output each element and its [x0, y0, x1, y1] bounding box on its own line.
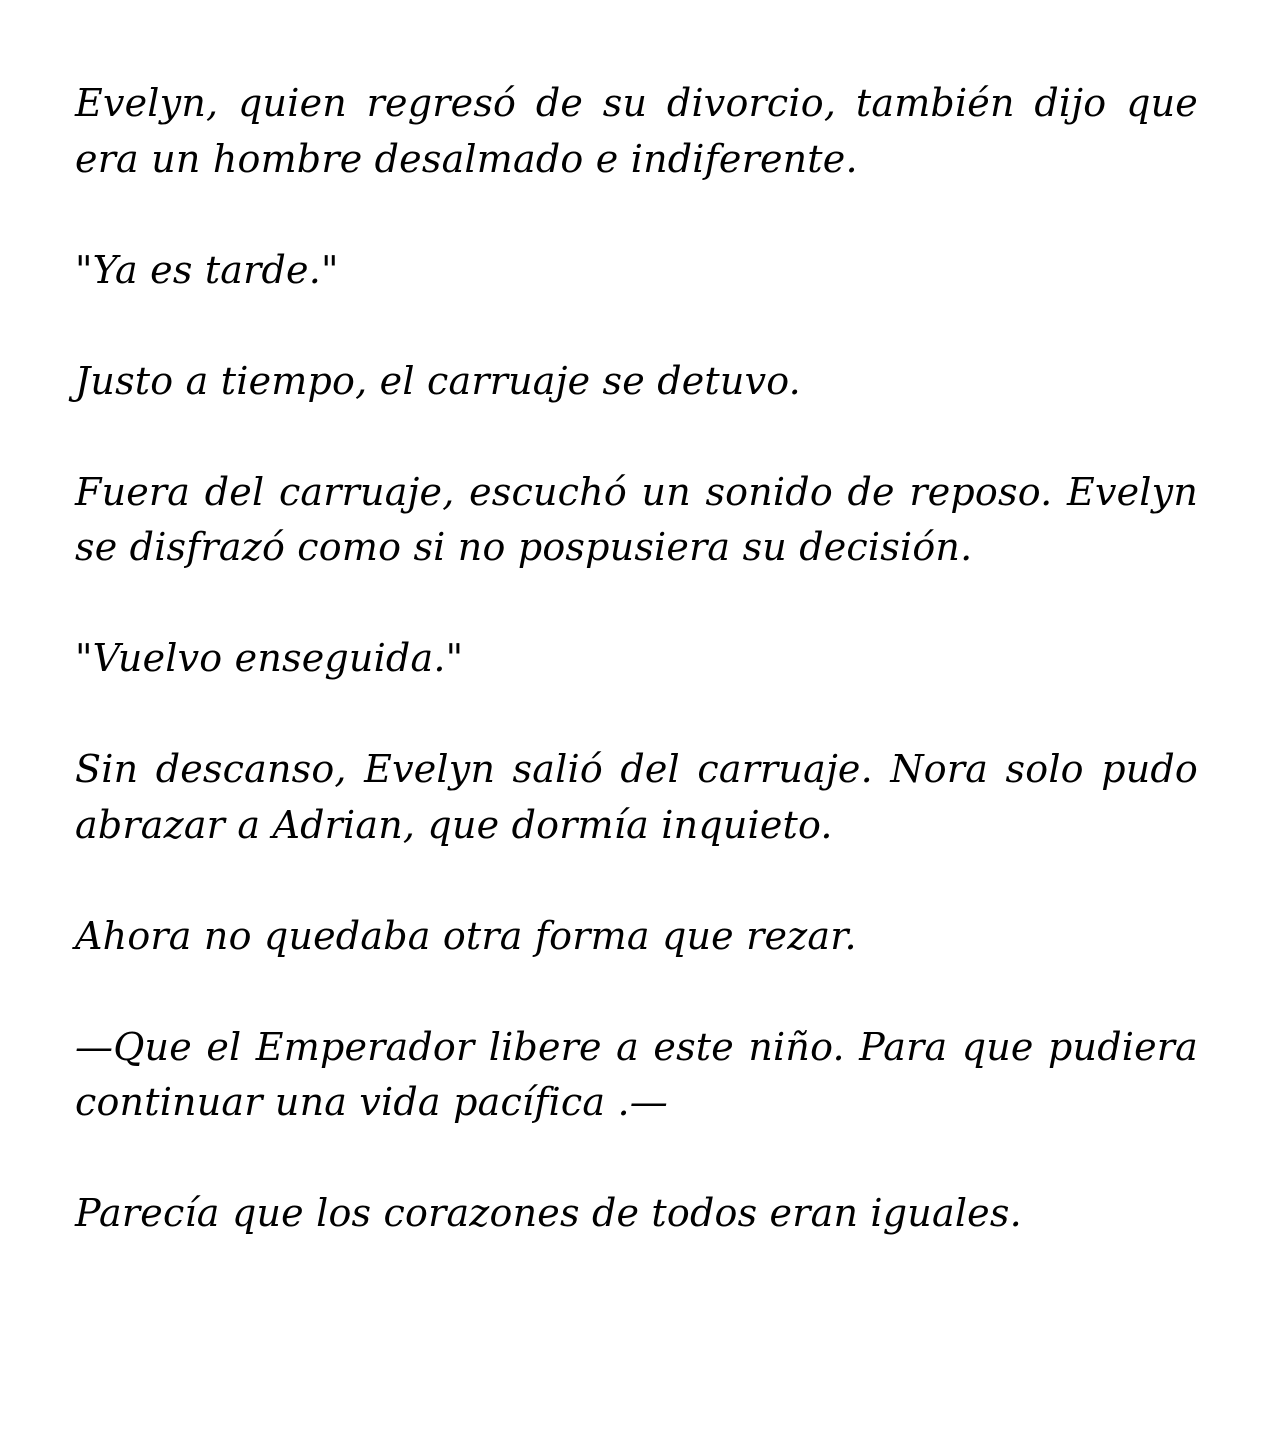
paragraph-be-right-back: "Vuelvo enseguida." — [75, 636, 464, 680]
paragraph-carriage-stopped: Justo a tiempo, el carruaje se detuvo. — [75, 358, 801, 403]
paragraph-outside-carriage: Fuera del carruaje, escuchó un sonido de reposo. Evelyn se disfrazó como si no pospusiera su decisión. — [75, 469, 1198, 569]
paragraph-divorce: Evelyn, quien regresó de su divorcio, también dijo que era un hombre desalmado e indiferente. — [75, 81, 1198, 181]
paragraph-late: "Ya es tarde." — [75, 247, 339, 292]
paragraph-evelyn-left: Sin descanso, Evelyn salió del carruaje. Nora solo pudo abrazar a Adrian, que dormía inquieto. — [75, 747, 1198, 847]
paragraph-pray: Ahora no quedaba otra forma que rezar. — [75, 913, 857, 958]
paragraph-emperor-prayer: —Que el Emperador libere a este niño. Para que pudiera continuar una vida pacífica .— — [75, 1024, 1198, 1124]
paragraph-hearts: Parecía que los corazones de todos eran iguales. — [75, 1191, 1022, 1235]
document-page — [75, 76, 1198, 1242]
